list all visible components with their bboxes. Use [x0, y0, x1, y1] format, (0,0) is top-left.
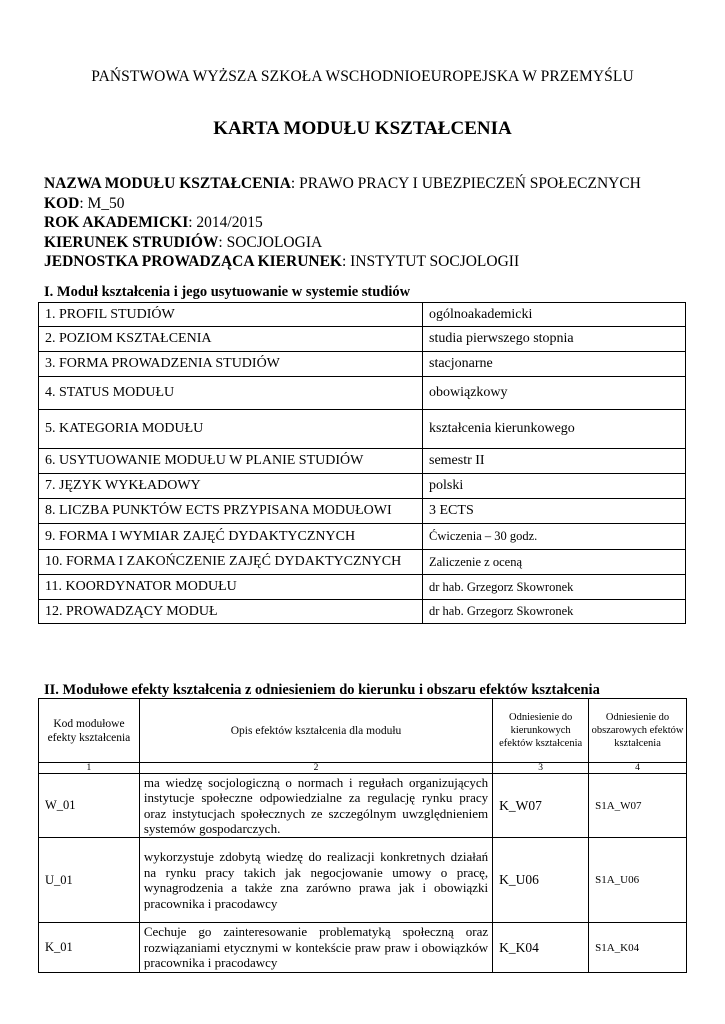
row-value: stacjonarne	[423, 352, 686, 377]
meta-value: : PRAWO PRACY I UBEZPIECZEŃ SPOŁECZNYCH	[290, 175, 641, 192]
table-row	[39, 600, 686, 624]
table-row	[39, 474, 686, 499]
table-row	[39, 410, 686, 449]
row-label: 1. PROFIL STUDIÓW	[39, 303, 423, 327]
outcome-description: ma wiedzę socjologiczną o normach i regułach organizujących instytucje społeczne odpowiedzialne za regulację rynku pracy oraz instytucjach społecznych ze szczególnym uwzględnieniem systemów gospodarczych.	[139, 774, 492, 838]
row-value: Zaliczenie z oceną	[423, 550, 686, 575]
meta-value: : M_50	[79, 194, 125, 212]
obszar-reference: S1A_K04	[589, 923, 687, 973]
meta-row-year	[44, 213, 684, 233]
row-label: 6. USYTUOWANIE MODUŁU W PLANIE STUDIÓW	[39, 449, 423, 474]
module-metadata	[44, 174, 684, 272]
table-row	[39, 923, 687, 973]
meta-label: JEDNOSTKA PROWADZĄCA KIERUNEK	[44, 253, 342, 271]
column-header: Odniesienie do obszarowych efektów kształcenia	[589, 699, 687, 763]
row-value: polski	[423, 474, 686, 499]
outcome-code: W_01	[39, 774, 140, 838]
row-label: 3. FORMA PROWADZENIA STUDIÓW	[39, 352, 423, 377]
table-row	[39, 499, 686, 524]
kierunek-reference: K_U06	[493, 838, 589, 923]
row-label: 10. FORMA I ZAKOŃCZENIE ZAJĘĆ DYDAKTYCZNYCH	[39, 550, 423, 575]
column-number-row	[39, 763, 687, 774]
table-row	[39, 327, 686, 352]
row-label: 12. PROWADZĄCY MODUŁ	[39, 600, 423, 624]
meta-row-unit	[44, 252, 684, 272]
meta-row-name	[44, 174, 684, 194]
table-row	[39, 303, 686, 327]
kierunek-reference: K_W07	[493, 774, 589, 838]
row-label: 5. KATEGORIA MODUŁU	[39, 410, 423, 449]
learning-outcomes-table	[38, 698, 687, 973]
university-name: PAŃSTWOWA WYŻSZA SZKOŁA WSCHODNIOEUROPEJSKA W PRZEMYŚLU	[91, 68, 634, 85]
row-value: dr hab. Grzegorz Skowronek	[423, 600, 686, 624]
meta-label: ROK AKADEMICKI	[44, 214, 189, 232]
kierunek-reference: K_K04	[493, 923, 589, 973]
row-value: 3 ECTS	[423, 499, 686, 524]
meta-value: : INSTYTUT SOCJOLOGII	[342, 253, 520, 271]
meta-value: : 2014/2015	[188, 214, 263, 232]
meta-row-field	[44, 233, 684, 253]
row-label: 9. FORMA I WYMIAR ZAJĘĆ DYDAKTYCZNYCH	[39, 524, 423, 550]
column-header: Opis efektów kształcenia dla modułu	[139, 699, 492, 763]
row-value: studia pierwszego stopnia	[423, 327, 686, 352]
column-number: 1	[39, 763, 140, 774]
column-number: 4	[589, 763, 687, 774]
row-value: kształcenia kierunkowego	[423, 410, 686, 449]
section-2-heading: II. Modułowe efekty kształcenia z odniesieniem do kierunku i obszaru efektów kształcenia	[44, 682, 600, 698]
row-label: 2. POZIOM KSZTAŁCENIA	[39, 327, 423, 352]
document-title: KARTA MODUŁU KSZTAŁCENIA	[213, 118, 512, 139]
obszar-reference: S1A_W07	[589, 774, 687, 838]
column-number: 2	[139, 763, 492, 774]
meta-label: KOD	[44, 194, 80, 212]
table-row	[39, 838, 687, 923]
table-row	[39, 524, 686, 550]
meta-label: NAZWA MODUŁU KSZTAŁCENIA	[44, 175, 291, 192]
table-row	[39, 449, 686, 474]
row-value: Ćwiczenia – 30 godz.	[423, 524, 686, 550]
row-label: 4. STATUS MODUŁU	[39, 377, 423, 410]
obszar-reference: S1A_U06	[589, 838, 687, 923]
section-1-heading: I. Moduł kształcenia i jego usytuowanie w systemie studiów	[44, 284, 411, 300]
table-row	[39, 352, 686, 377]
column-header: Kod modułowe efekty kształcenia	[39, 699, 140, 763]
table-row	[39, 377, 686, 410]
row-value: semestr II	[423, 449, 686, 474]
row-label: 11. KOORDYNATOR MODUŁU	[39, 575, 423, 600]
table-row	[39, 575, 686, 600]
column-number: 3	[493, 763, 589, 774]
row-value: ogólnoakademicki	[423, 303, 686, 327]
meta-value: : SOCJOLOGIA	[218, 233, 323, 251]
table-row	[39, 550, 686, 575]
outcome-description: Cechuje go zainteresowanie problematyką społeczną oraz rozwiązaniami etycznymi w kontekście praw praw i obowiązków pracownika i pracodawcy	[139, 923, 492, 973]
meta-label: KIERUNEK STRUDIÓW	[44, 233, 219, 251]
meta-row-code	[44, 194, 684, 214]
table-header-row	[39, 699, 687, 763]
outcome-description: wykorzystuje zdobytą wiedzę do realizacji konkretnych działań na rynku pracy takich jak negocjowanie umowy o pracę, wynagrodzenia a także zna zarówno prawa jak i obowiązki pracownika i pracodawcy	[139, 838, 492, 923]
row-value: dr hab. Grzegorz Skowronek	[423, 575, 686, 600]
outcome-code: U_01	[39, 838, 140, 923]
table-row	[39, 774, 687, 838]
module-info-table	[38, 302, 686, 624]
column-header: Odniesienie do kierunkowych efektów kształcenia	[493, 699, 589, 763]
row-label: 7. JĘZYK WYKŁADOWY	[39, 474, 423, 499]
row-value: obowiązkowy	[423, 377, 686, 410]
outcome-code: K_01	[39, 923, 140, 973]
row-label: 8. LICZBA PUNKTÓW ECTS PRZYPISANA MODUŁOWI	[39, 499, 423, 524]
